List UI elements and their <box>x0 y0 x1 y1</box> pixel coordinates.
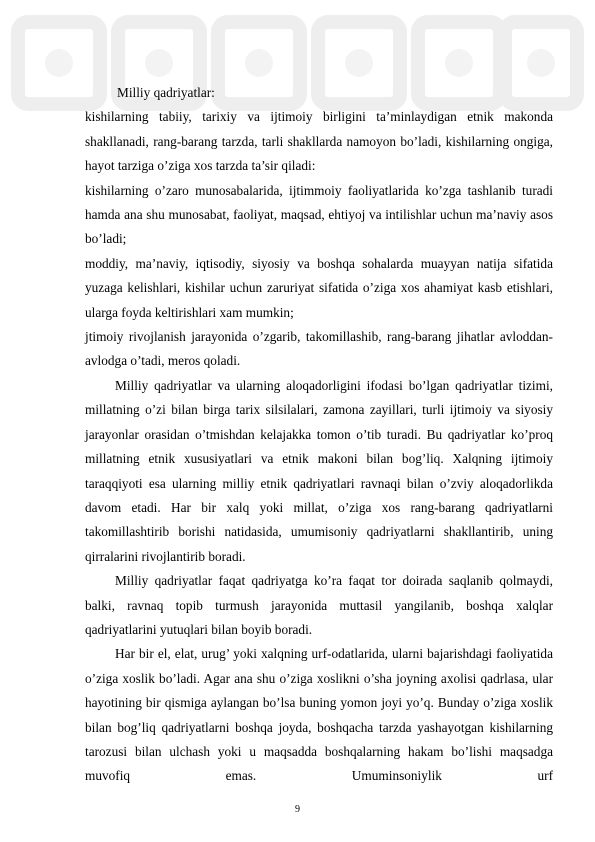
paragraph-5: Milliy qadriyatlar va ularning aloqadorligini ifodasi bo’lgan qadriyatlar tizimi, millatning o’zi bilan birga tarix silsilalari, zamona zayillari, turli ijtimoiy va siyosiy jarayonlar orasidan o’tmishdan kelajakka tomon o’tib turadi. Bu qadriyatlar ko’proq millatning etnik xususiyatlari va etnik makoni bilan bog’liq. Xalqning ijtimoiy taraqqiyoti esa ularning milliy etnik qadriyatlari ravnaqi bilan o’zviy aloqadorlikda davom etadi. Har bir xalq yoki millat, o’ziga xos rang-barang qadriyatlarni takomillashtirib borishi natidasida, umumisoniy qadriyatlarni shakllantirib, uning qirralarini rivojlantirib boradi. <box>85 377 553 564</box>
paragraph-1: kishilarning tabiiy, tarixiy va ijtimoiy birligini ta’minlaydigan etnik makonda shakllanadi, rang-barang tarzda, tarli shakllarda namoyon bo’ladi, kishilarning ongiga, hayot tarziga o’ziga xos tarzda ta’sir qiladi: <box>85 109 553 174</box>
page-number: 9 <box>295 804 300 815</box>
section-heading: Milliy qadriyatlar: <box>117 85 215 100</box>
paragraph-2: kishilarning o’zaro munosabalarida, ijtimmoiy faoliyatlarida ko’zga tashlanib turadi hamda ana shu munosabat, faoliyat, maqsad, ehtiyoj va intilishlar uchun ma’naviy asos bo’ladi; <box>85 182 553 247</box>
document-page <box>85 81 553 789</box>
paragraph-4: jtimoiy rivojlanish jarayonida o’zgarib, takomillashib, rang-barang jihatlar avloddan-avlodga o’tadi, meros qoladi. <box>85 329 553 369</box>
paragraph-7: Har bir el, elat, urug’ yoki xalqning urf-odatlarida, ularni bajarishdagi faoliyatida o’ziga xoslik bo’ladi. Agar ana shu o’ziga xoslikni o’sha joyning axolisi qadrlasa, ular hayotining bir qismiga aylangan bo’lsa buning yomon joyi yo’q. Bunday o’ziga xoslik bilan bog’liq qadriyatlarni boshqa joyda, boshqacha tarzda yashayotgan kishilarning tarozusi bilan ulchash yoki u maqsadda boshqalarning hakam bo’lishi maqsadga muvofiq emas. Umuminsoniylik urf <box>85 646 553 784</box>
paragraph-3: moddiy, ma’naviy, iqtisodiy, siyosiy va boshqa sohalarda muayyan natija sifatida yuzaga kelishlari, kishilar uchun zaruriyat sifatida o’ziga xos ahamiyat kasb etishlari, ularga foyda keltirishlari xam mumkin; <box>85 255 553 320</box>
paragraph-6: Milliy qadriyatlar faqat qadriyatga ko’ra faqat tor doirada saqlanib qolmaydi, balki, ravnaq topib turmush jarayonida muttasil yangilanib, boshqa xalqlar qadriyatlarini yutuqlari bilan boyib boradi. <box>85 573 553 637</box>
